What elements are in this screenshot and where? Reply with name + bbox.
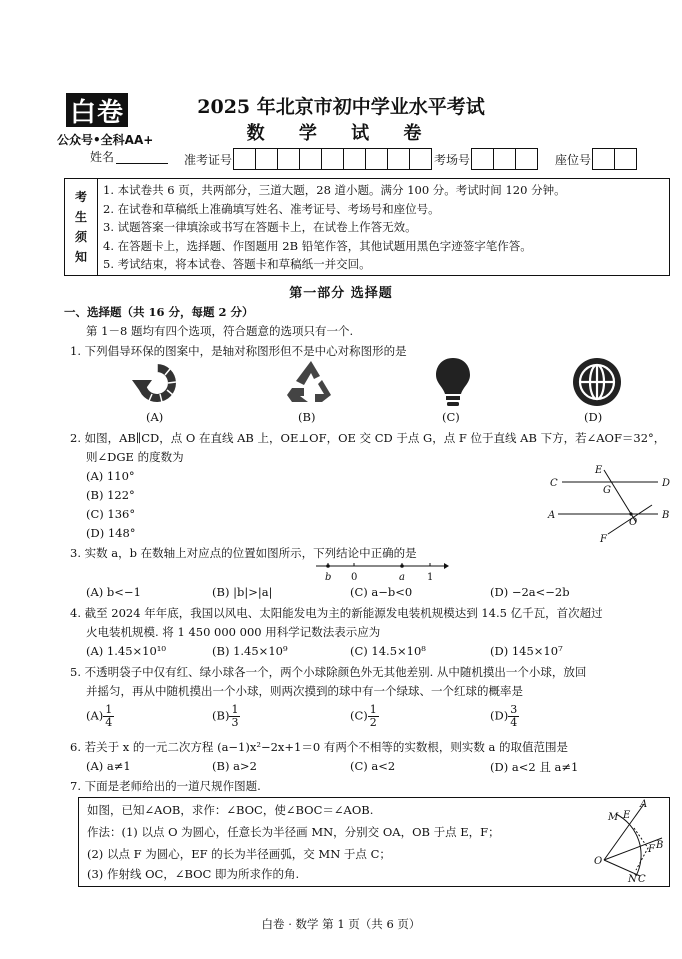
q4-option-c: (C) 14.5×10⁸ bbox=[350, 644, 426, 658]
q1-label-d: (D) bbox=[584, 410, 603, 424]
notice-item: 5. 考试结束，将本试卷、答题卡和草稿纸一并交回。 bbox=[103, 257, 371, 272]
part-title: 第一部分 选择题 bbox=[289, 286, 393, 301]
label-e: E bbox=[623, 810, 631, 821]
q1-label-b: (B) bbox=[298, 410, 316, 424]
q3-stem: 3. 实数 a，b 在数轴上对应点的位置如图所示，下列结论中正确的是 bbox=[70, 546, 417, 560]
q2-option-b: (B) 122° bbox=[86, 488, 135, 502]
q5-option-d: (D) $\frac{3}{4}$ bbox=[490, 703, 518, 729]
label-f: F bbox=[648, 844, 655, 855]
q2-figure bbox=[544, 462, 674, 544]
logo-badge: 白卷 bbox=[69, 97, 124, 128]
q4-stem-line2: 火电装机规模. 将 1 450 000 000 用科学记数法表示应为 bbox=[86, 625, 381, 639]
exam-subject: 数 学 试 卷 bbox=[246, 123, 436, 144]
label-n: N bbox=[628, 874, 637, 884]
ticket-boxes[interactable] bbox=[234, 148, 432, 170]
label-c: C bbox=[638, 874, 646, 884]
label-a: A bbox=[640, 799, 648, 810]
label-a: A bbox=[548, 510, 556, 521]
name-blank[interactable] bbox=[116, 149, 168, 164]
room-field bbox=[434, 148, 538, 170]
q2-option-c: (C) 136° bbox=[86, 507, 136, 521]
q7-figure bbox=[590, 798, 666, 884]
label-o: O bbox=[594, 856, 603, 867]
q7-step-2: (2) 以点 F 为圆心，EF 的长为半径画弧，交 MN 于点 C； bbox=[87, 847, 391, 861]
label-b: B bbox=[662, 510, 670, 521]
label-o: O bbox=[629, 517, 638, 528]
q6-option-b: (B) a>2 bbox=[212, 759, 257, 773]
page-footer: 白卷 · 数学 第 1 页（共 6 页） bbox=[261, 917, 421, 931]
label-b: b bbox=[325, 572, 332, 583]
seat-field bbox=[555, 148, 637, 170]
q7-step-3: (3) 作射线 OC，∠BOC 即为所求作的角. bbox=[87, 867, 300, 881]
wechat-account: 公众号•全科AA+ bbox=[57, 133, 154, 147]
globe-icon bbox=[570, 355, 624, 409]
q7-stem: 7. 下面是老师给出的一道尺规作图题. bbox=[70, 779, 261, 793]
q2-option-a: (A) 110° bbox=[86, 469, 135, 483]
q6-option-d: (D) a<2 且 a≠1 bbox=[490, 760, 579, 774]
seat-boxes[interactable] bbox=[593, 148, 637, 170]
label-e: E bbox=[595, 465, 603, 476]
label-a: a bbox=[399, 572, 405, 583]
ticket-field bbox=[184, 148, 432, 170]
notice-item: 1. 本试卷共 6 页，共两部分，三道大题，28 道小题。满分 100 分。考试时间 120 分钟。 bbox=[103, 183, 566, 197]
q2-option-d: (D) 148° bbox=[86, 526, 136, 540]
q1-label-c: (C) bbox=[442, 410, 460, 424]
exam-title: 2025 年北京市初中学业水平考试 bbox=[197, 96, 485, 118]
notice-label: 考 生 须 知 bbox=[65, 179, 98, 275]
section-title: 一、选择题（共 16 分，每题 2 分） bbox=[64, 305, 254, 319]
q5-stem-line2: 并摇匀，再从中随机摸出一个小球，则两次摸到的球中有一个绿球、一个红球的概率是 bbox=[86, 684, 523, 698]
seat-label: 座位号 bbox=[555, 152, 592, 167]
arc-arrow-icon bbox=[130, 360, 184, 406]
q3-option-b: (B) |b|>|a| bbox=[212, 585, 273, 599]
candidate-notice bbox=[64, 178, 670, 276]
q7-given: 如图，已知∠AOB，求作：∠BOC，使∠BOC＝∠AOB. bbox=[87, 803, 374, 817]
name-label: 姓名 bbox=[90, 150, 115, 164]
number-line bbox=[314, 560, 450, 586]
ticket-label: 准考证号 bbox=[184, 152, 233, 167]
label-zero: 0 bbox=[351, 572, 358, 583]
q7-problem-box bbox=[78, 797, 670, 887]
q3-option-c: (C) a−b<0 bbox=[350, 585, 413, 599]
q5-option-c: (C) $\frac{1}{2}$ bbox=[350, 703, 377, 729]
q4-stem-line1: 4. 截至 2024 年年底，我国以风电、太阳能发电为主的新能源发电装机规模达到 14.5 亿千瓦，首次超过 bbox=[70, 606, 603, 620]
room-label: 考场号 bbox=[434, 152, 471, 167]
label-m: M bbox=[608, 812, 619, 823]
q6-stem: 6. 若关于 x 的一元二次方程 (a−1)x²−2x+1＝0 有两个不相等的实数根，则实数 a 的取值范围是 bbox=[70, 740, 568, 754]
q5-option-b: (B) $\frac{1}{3}$ bbox=[212, 703, 239, 729]
q4-option-d: (D) 145×10⁷ bbox=[490, 644, 563, 658]
q2-stem-line2: 则∠DGE 的度数为 bbox=[86, 450, 184, 464]
section-intro: 第 1－8 题均有四个选项，符合题意的选项只有一个. bbox=[86, 324, 354, 338]
q6-option-c: (C) a<2 bbox=[350, 759, 396, 773]
q4-option-b: (B) 1.45×10⁹ bbox=[212, 644, 288, 658]
q4-option-a: (A) 1.45×10¹⁰ bbox=[86, 644, 167, 658]
notice-item: 3. 试题答案一律填涂或书写在答题卡上，在试卷上作答无效。 bbox=[103, 220, 417, 235]
room-boxes[interactable] bbox=[472, 148, 538, 170]
label-g: G bbox=[603, 485, 611, 496]
q2-stem-line1: 2. 如图，AB∥CD，点 O 在直线 AB 上，OE⊥OF，OE 交 CD 于点 G，点 F 位于直线 AB 下方，若∠AOF＝32°， bbox=[70, 431, 666, 445]
label-c: C bbox=[550, 478, 558, 489]
q5-stem-line1: 5. 不透明袋子中仅有红、绿小球各一个，两个小球除颜色外无其他差别. 从中随机摸出一个小球，放回 bbox=[70, 665, 587, 679]
label-b: B bbox=[656, 840, 664, 851]
q1-label-a: (A) bbox=[146, 410, 164, 424]
q5-option-a: (A) $\frac{1}{4}$ bbox=[86, 703, 113, 729]
recycle-icon bbox=[284, 358, 338, 406]
light-bulb-icon bbox=[433, 356, 473, 408]
q3-option-a: (A) b<−1 bbox=[86, 585, 141, 599]
notice-items bbox=[103, 181, 663, 274]
notice-item: 2. 在试卷和草稿纸上准确填写姓名、准考证号、考场号和座位号。 bbox=[103, 201, 440, 216]
label-f: F bbox=[600, 534, 607, 544]
notice-item: 4. 在答题卡上，选择题、作图题用 2B 铅笔作答，其他试题用黑色字迹签字笔作答。 bbox=[103, 238, 532, 253]
q3-option-d: (D) −2a<−2b bbox=[490, 585, 570, 599]
q6-option-a: (A) a≠1 bbox=[86, 759, 131, 773]
label-d: D bbox=[662, 478, 671, 489]
name-field bbox=[90, 148, 168, 165]
q1-stem: 1. 下列倡导环保的图案中，是轴对称图形但不是中心对称图形的是 bbox=[70, 344, 407, 358]
q7-step-1: 作法：(1) 以点 O 为圆心，任意长为半径画 MN，分别交 OA，OB 于点 E，F； bbox=[87, 825, 500, 839]
label-one: 1 bbox=[427, 572, 434, 583]
